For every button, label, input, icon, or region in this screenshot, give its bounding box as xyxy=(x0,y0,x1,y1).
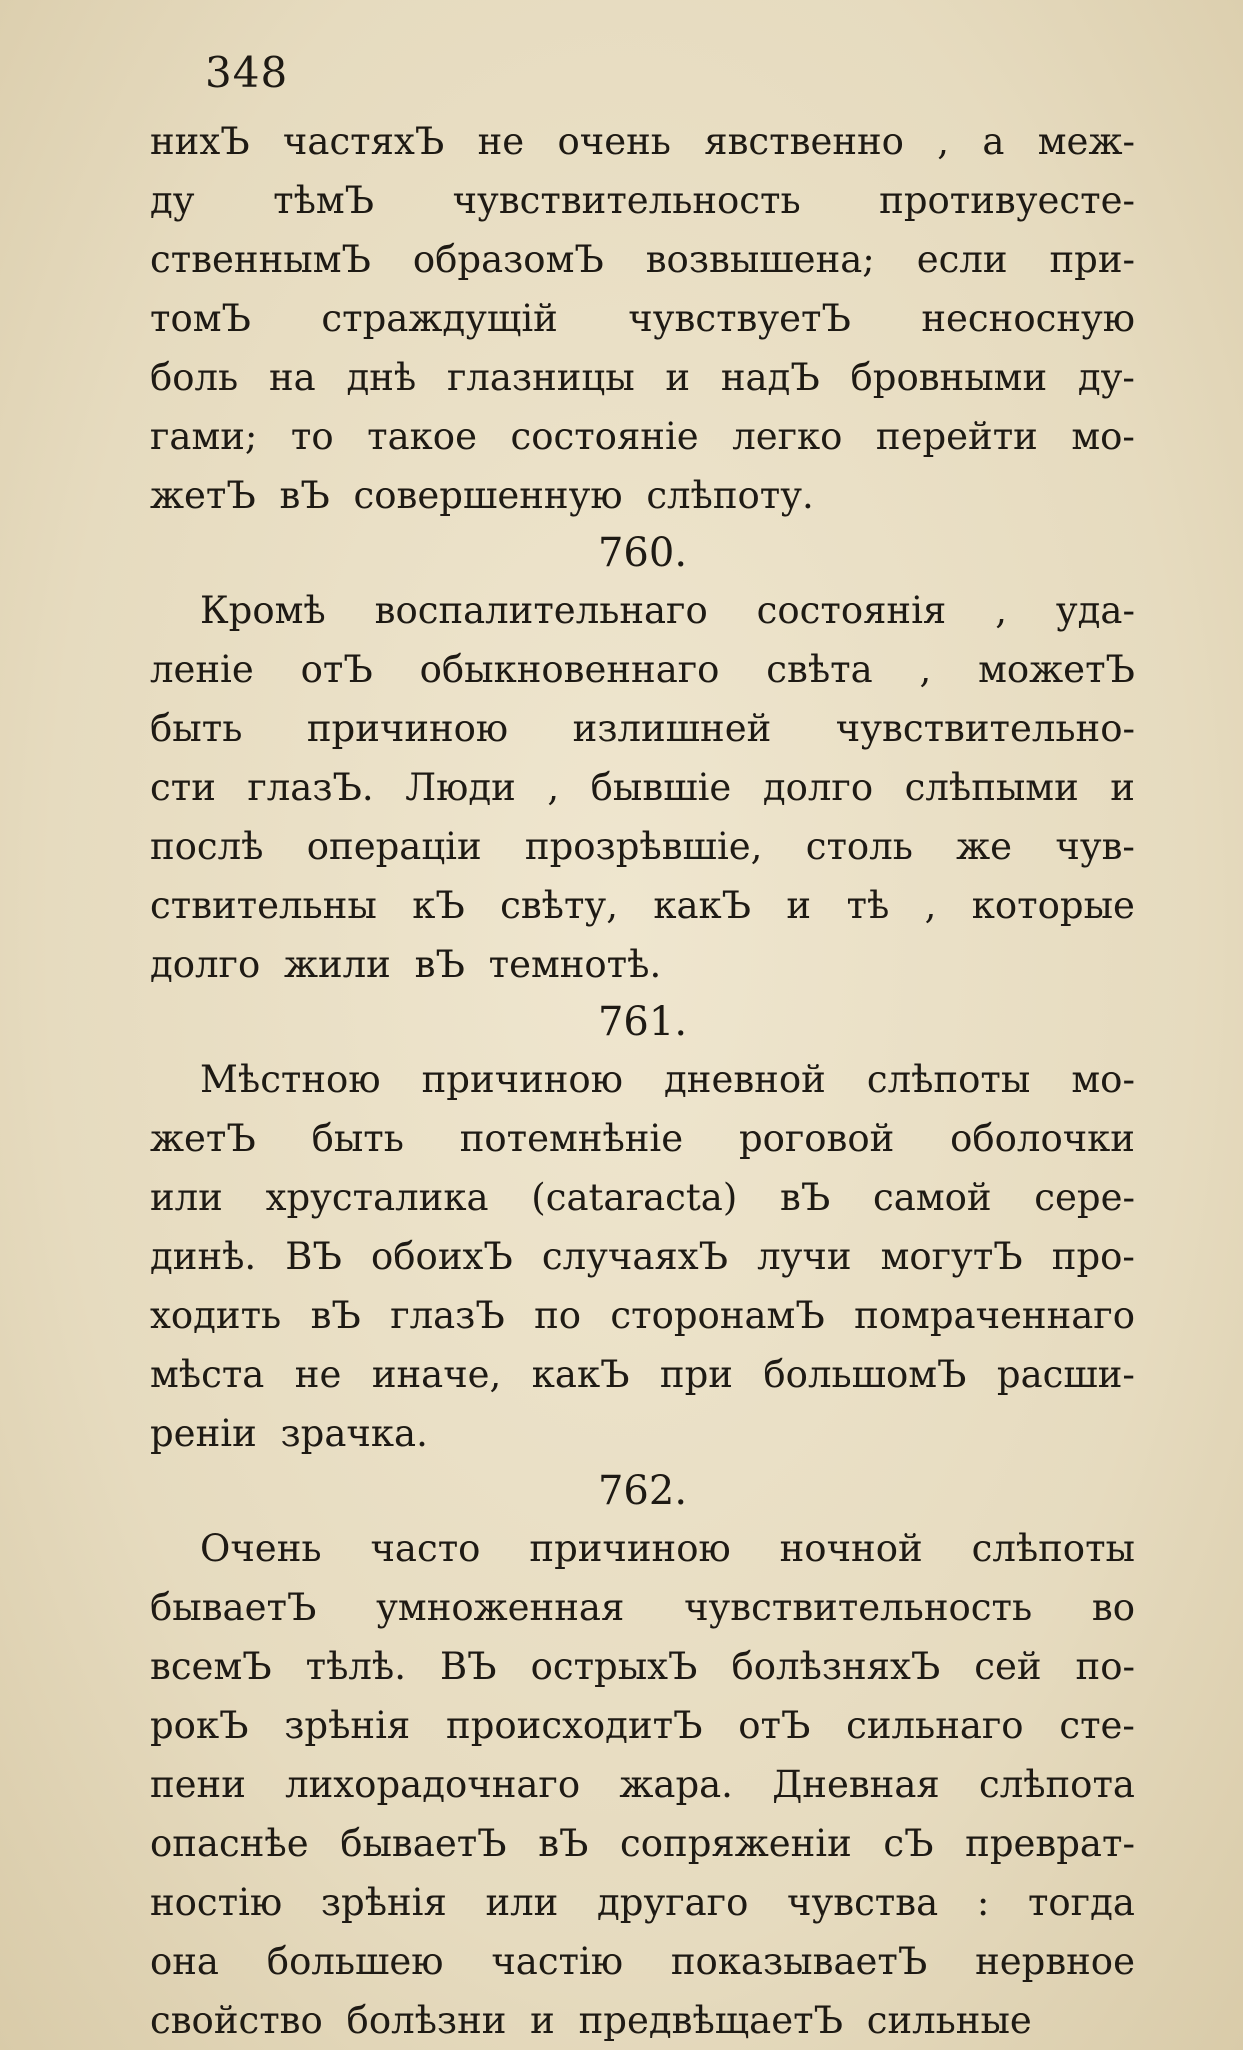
section-number: 762. xyxy=(597,1468,688,1514)
text-line: сти глазЪ. Люди , бывшіе долго слѣпыми и xyxy=(150,766,1135,809)
paragraph xyxy=(150,112,1135,525)
text-line: ходить вЪ глазЪ по сторонамЪ помраченнаго xyxy=(150,1294,1135,1337)
text-line: Мѣстною причиною дневной слѣпоты мо- xyxy=(200,1058,1135,1101)
text-line: ностію зрѣнія или другаго чувства : тогда xyxy=(150,1881,1135,1924)
text-line: Кромѣ воспалительнаго состоянія , уда- xyxy=(200,589,1135,632)
text-line: гами; то такое состояніе легко перейти мо- xyxy=(150,415,1135,458)
page-number: 348 xyxy=(205,48,289,97)
paragraph xyxy=(150,581,1135,994)
text-line: бываетЪ умноженная чувствительность во xyxy=(150,1586,1135,1629)
text-line: мѣста не иначе, какЪ при большомЪ расши- xyxy=(150,1353,1135,1396)
text-line: ственнымЪ образомЪ возвышена; если при- xyxy=(150,238,1135,281)
paragraph xyxy=(150,1519,1135,2050)
text-line: рокЪ зрѣнія происходитЪ отЪ сильнаго сте- xyxy=(150,1704,1135,1747)
text-line: быть причиною излишней чувствительно- xyxy=(150,707,1135,750)
text-line: ствительны кЪ свѣту, какЪ и тѣ , которые xyxy=(150,884,1135,927)
text-line: динѣ. ВЪ обоихЪ случаяхЪ лучи могутЪ про- xyxy=(150,1235,1135,1278)
text-line: долго жили вЪ темнотѣ. xyxy=(150,943,662,986)
text-line: томЪ страждущій чувствуетЪ несносную xyxy=(150,297,1135,340)
text-line: нихЪ частяхЪ не очень явственно , а меж- xyxy=(150,120,1135,163)
text-line: всемЪ тѣлѣ. ВЪ острыхЪ болѣзняхЪ сей по- xyxy=(150,1645,1135,1688)
text-line: жетЪ вЪ совершенную слѣпоту. xyxy=(150,474,814,517)
section-number: 760. xyxy=(597,530,688,576)
text-line: она большею частію показываетЪ нервное xyxy=(150,1940,1135,1983)
text-line: леніе отЪ обыкновеннаго свѣта , можетЪ xyxy=(150,648,1135,691)
body-text xyxy=(150,112,1135,2050)
text-line: ду тѣмЪ чувствительность противуесте- xyxy=(150,179,1135,222)
text-line: свойство болѣзни и предвѣщаетЪ сильные xyxy=(150,1999,1032,2042)
text-line: реніи зрачка. xyxy=(150,1412,428,1455)
section-number: 761. xyxy=(597,999,688,1045)
text-line: опаснѣе бываетЪ вЪ сопряженіи сЪ преврат- xyxy=(150,1822,1135,1865)
text-line: жетЪ быть потемнѣніе роговой оболочки xyxy=(150,1117,1135,1160)
text-line: боль на днѣ глазницы и надЪ бровными ду- xyxy=(150,356,1135,399)
text-line: послѣ операціи прозрѣвшіе, столь же чув- xyxy=(150,825,1135,868)
text-line: или хрусталика (cataracta) вЪ самой сере- xyxy=(150,1176,1135,1219)
text-line: Очень часто причиною ночной слѣпоты xyxy=(200,1527,1135,1570)
text-line: пени лихорадочнаго жара. Дневная слѣпота xyxy=(150,1763,1135,1806)
paragraph xyxy=(150,1050,1135,1463)
